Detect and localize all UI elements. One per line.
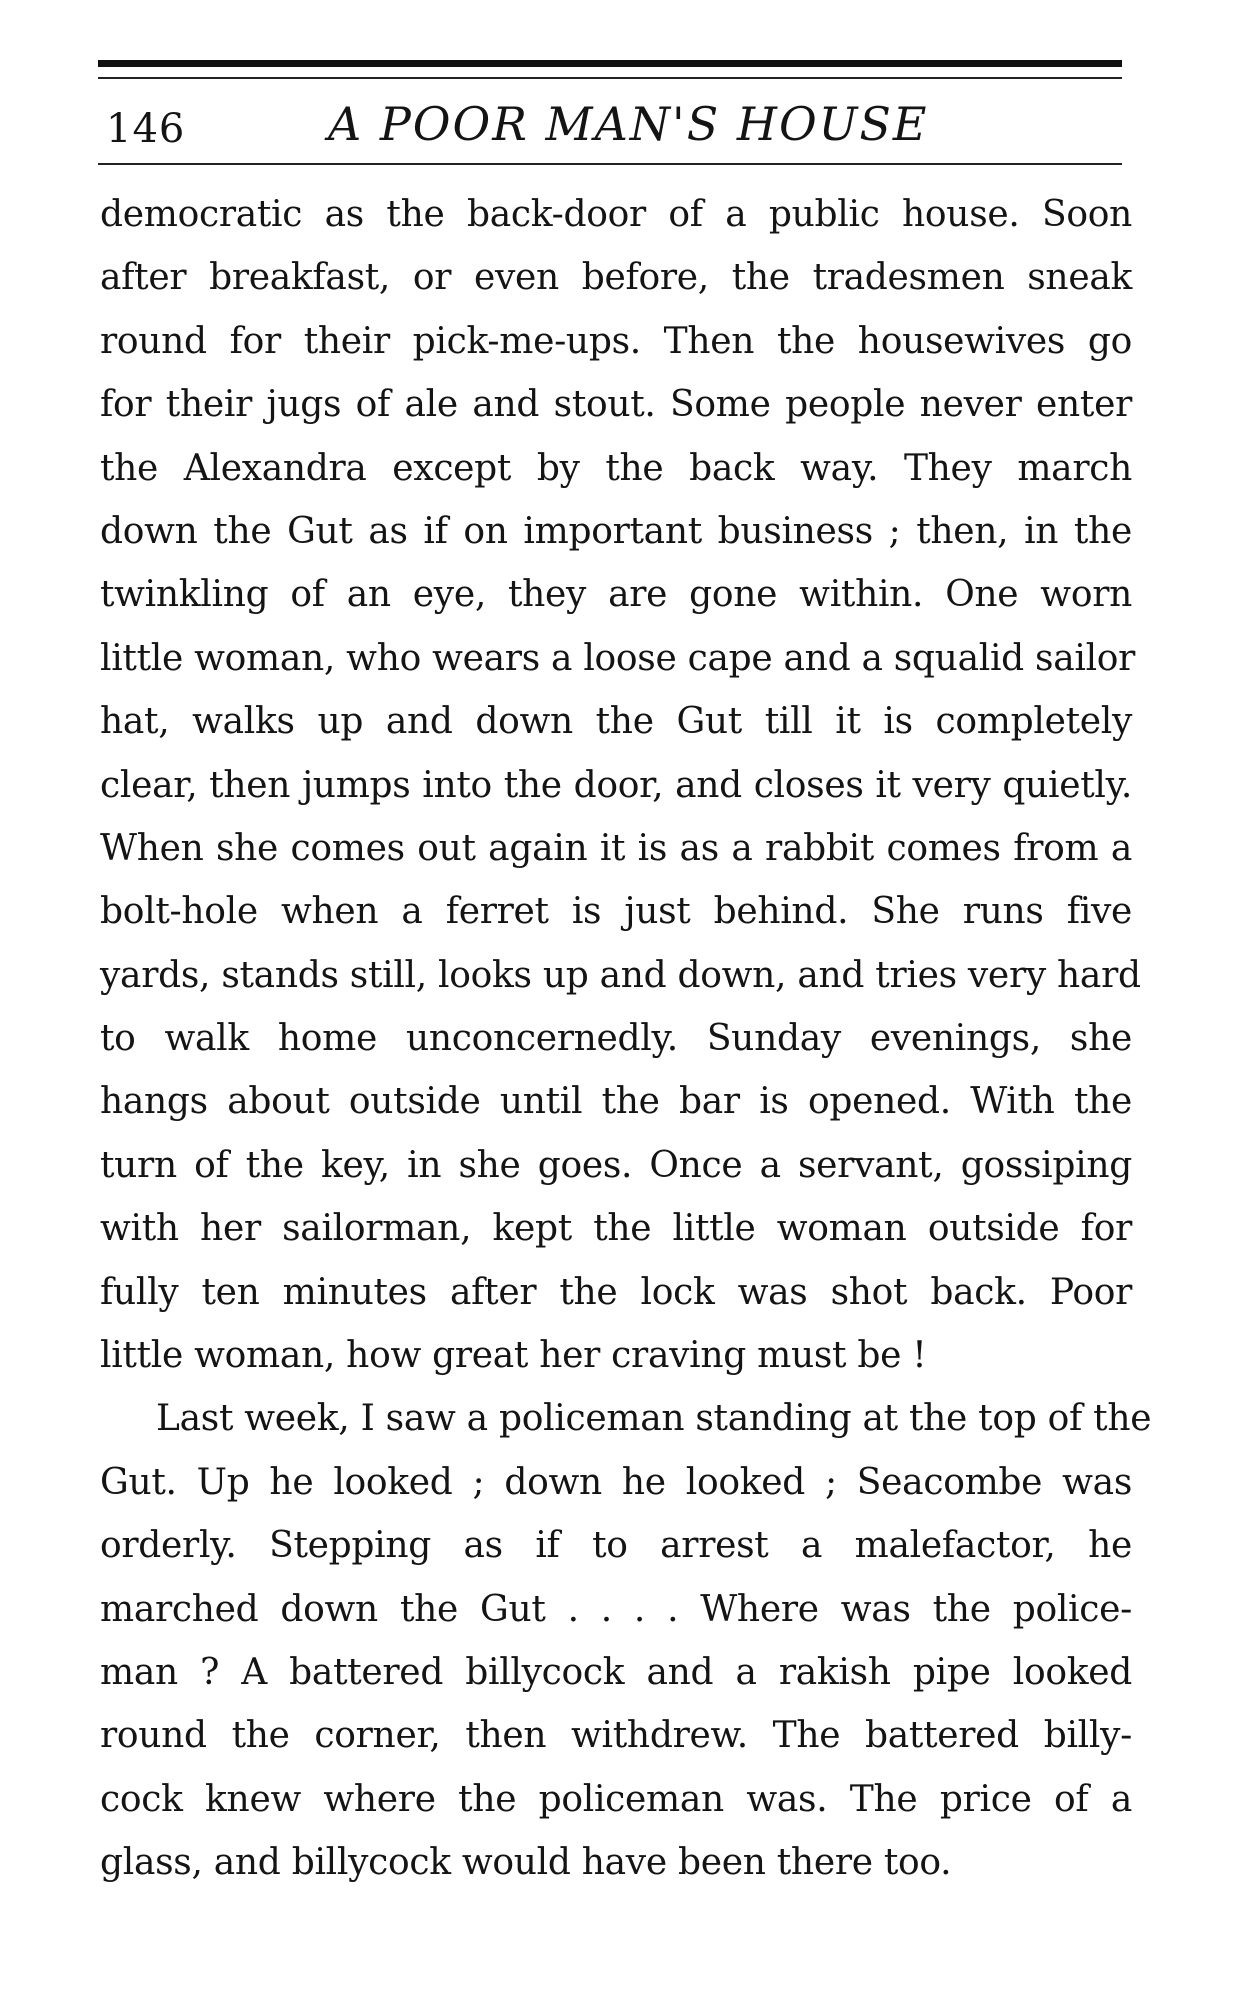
text-line: When she comes out again it is as a rabbit comes from a <box>100 827 1132 869</box>
text-line: down the Gut as if on important business ; then, in the <box>100 510 1132 552</box>
running-head: A POOR MAN'S HOUSE <box>328 97 929 151</box>
text-line: hangs about outside until the bar is opened. With the <box>100 1081 1132 1123</box>
paragraph-end-line: glass, and billycock would have been there too. <box>100 1842 952 1884</box>
page-number: 146 <box>106 106 186 152</box>
text-line: turn of the key, in she goes. Once a servant, gossiping <box>100 1144 1132 1186</box>
text-line: democratic as the back-door of a public house. Soon <box>100 194 1132 235</box>
paragraph-end-line: little woman, how great her craving must be ! <box>100 1335 927 1377</box>
text-line: with her sailorman, kept the little woman outside for <box>100 1208 1132 1250</box>
header-rule-bottom <box>98 163 1122 165</box>
text-line: man ? A battered billycock and a rakish pipe looked <box>100 1651 1132 1693</box>
text-line: the Alexandra except by the back way. They march <box>100 447 1132 489</box>
text-line: orderly. Stepping as if to arrest a malefactor, he <box>100 1525 1132 1567</box>
text-line: to walk home unconcernedly. Sunday evenings, she <box>100 1018 1132 1060</box>
text-line: after breakfast, or even before, the tradesmen sneak <box>100 257 1132 299</box>
text-line: little woman, who wears a loose cape and a squalid sailor <box>100 637 1136 679</box>
header-rule-thick <box>98 60 1122 67</box>
text-line: bolt-hole when a ferret is just behind. She runs five <box>100 891 1132 933</box>
text-line: clear, then jumps into the door, and closes it very quietly. <box>100 764 1132 806</box>
text-line: round for their pick-me-ups. Then the housewives go <box>100 320 1132 362</box>
text-line: round the corner, then withdrew. The battered billy- <box>100 1715 1132 1757</box>
text-line: twinkling of an eye, they are gone within. One worn <box>100 574 1132 616</box>
text-line: Gut. Up he looked ; down he looked ; Seacombe was <box>100 1461 1132 1503</box>
text-line: fully ten minutes after the lock was shot back. Poor <box>100 1271 1132 1313</box>
text-line: marched down the Gut . . . . Where was the police- <box>100 1588 1132 1630</box>
paragraph-start-line: Last week, I saw a policeman standing at the top of the <box>156 1398 1152 1440</box>
text-line: yards, stands still, looks up and down, and tries very hard <box>100 954 1141 996</box>
text-line: for their jugs of ale and stout. Some people never enter <box>100 384 1132 426</box>
header-rule-thin <box>98 77 1122 79</box>
text-line: hat, walks up and down the Gut till it is completely <box>100 701 1132 743</box>
body-text <box>100 183 1152 1895</box>
text-line: cock knew where the policeman was. The price of a <box>100 1778 1132 1820</box>
page-header <box>98 92 1122 162</box>
